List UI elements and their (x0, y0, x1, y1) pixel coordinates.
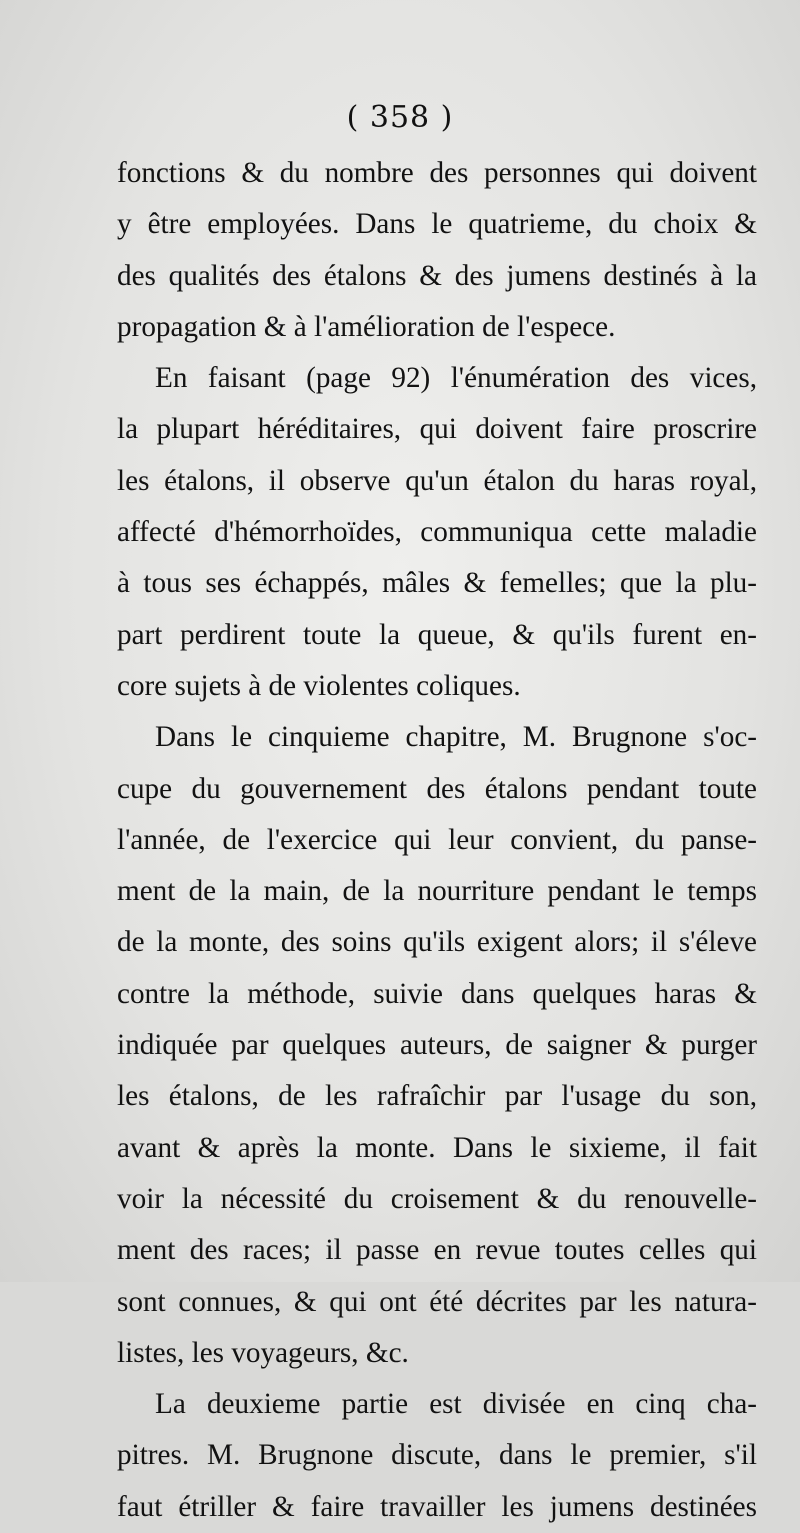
text-line: La deuxieme partie est divisée en cinq cha- (155, 1388, 757, 1421)
text-line: indiquée par quelques auteurs, de saigner & purger (117, 1029, 757, 1062)
body-text (117, 148, 757, 1533)
page-number: ( 358 ) (346, 100, 454, 135)
text-line: l'année, de l'exercice qui leur convient, du panse- (117, 823, 757, 856)
text-line: les étalons, il observe qu'un étalon du haras royal, (117, 464, 757, 497)
text-line: la plupart héréditaires, qui doivent faire proscrire (117, 413, 757, 446)
text-line: Dans le cinquieme chapitre, M. Brugnone s'oc- (155, 721, 757, 754)
text-line: listes, les voyageurs, &c. (117, 1336, 409, 1369)
text-line: voir la nécessité du croisement & du renouvelle- (117, 1182, 757, 1215)
text-line: faut étriller & faire travailler les jumens destinées (117, 1490, 757, 1523)
text-line: des qualités des étalons & des jumens destinés à la (117, 259, 757, 292)
text-line: sont connues, & qui ont été décrites par les natura- (117, 1285, 757, 1318)
text-line: ment de la main, de la nourriture pendant le temps (117, 875, 757, 908)
text-line: cupe du gouvernement des étalons pendant toute (117, 772, 757, 805)
text-line: core sujets à de violentes coliques. (117, 669, 521, 702)
text-line: En faisant (page 92) l'énumération des vices, (155, 362, 757, 395)
text-line: de la monte, des soins qu'ils exigent alors; il s'éleve (117, 926, 757, 959)
text-line: les étalons, de les rafraîchir par l'usage du son, (117, 1080, 757, 1113)
text-line: affecté d'hémorrhoïdes, communiqua cette maladie (117, 516, 757, 549)
text-line: ment des races; il passe en revue toutes celles qui (117, 1234, 757, 1267)
text-line: y être employées. Dans le quatrieme, du choix & (117, 208, 757, 241)
text-line: à tous ses échappés, mâles & femelles; que la plu- (117, 567, 757, 600)
text-line: fonctions & du nombre des personnes qui doivent (117, 157, 757, 189)
text-line: contre la méthode, suivie dans quelques haras & (117, 977, 757, 1010)
text-line: pitres. M. Brugnone discute, dans le premier, s'il (117, 1439, 757, 1472)
text-line: avant & après la monte. Dans le sixieme, il fait (117, 1131, 757, 1164)
text-line: part perdirent toute la queue, & qu'ils furent en- (117, 618, 757, 651)
text-line: propagation & à l'amélioration de l'espece. (117, 310, 616, 343)
